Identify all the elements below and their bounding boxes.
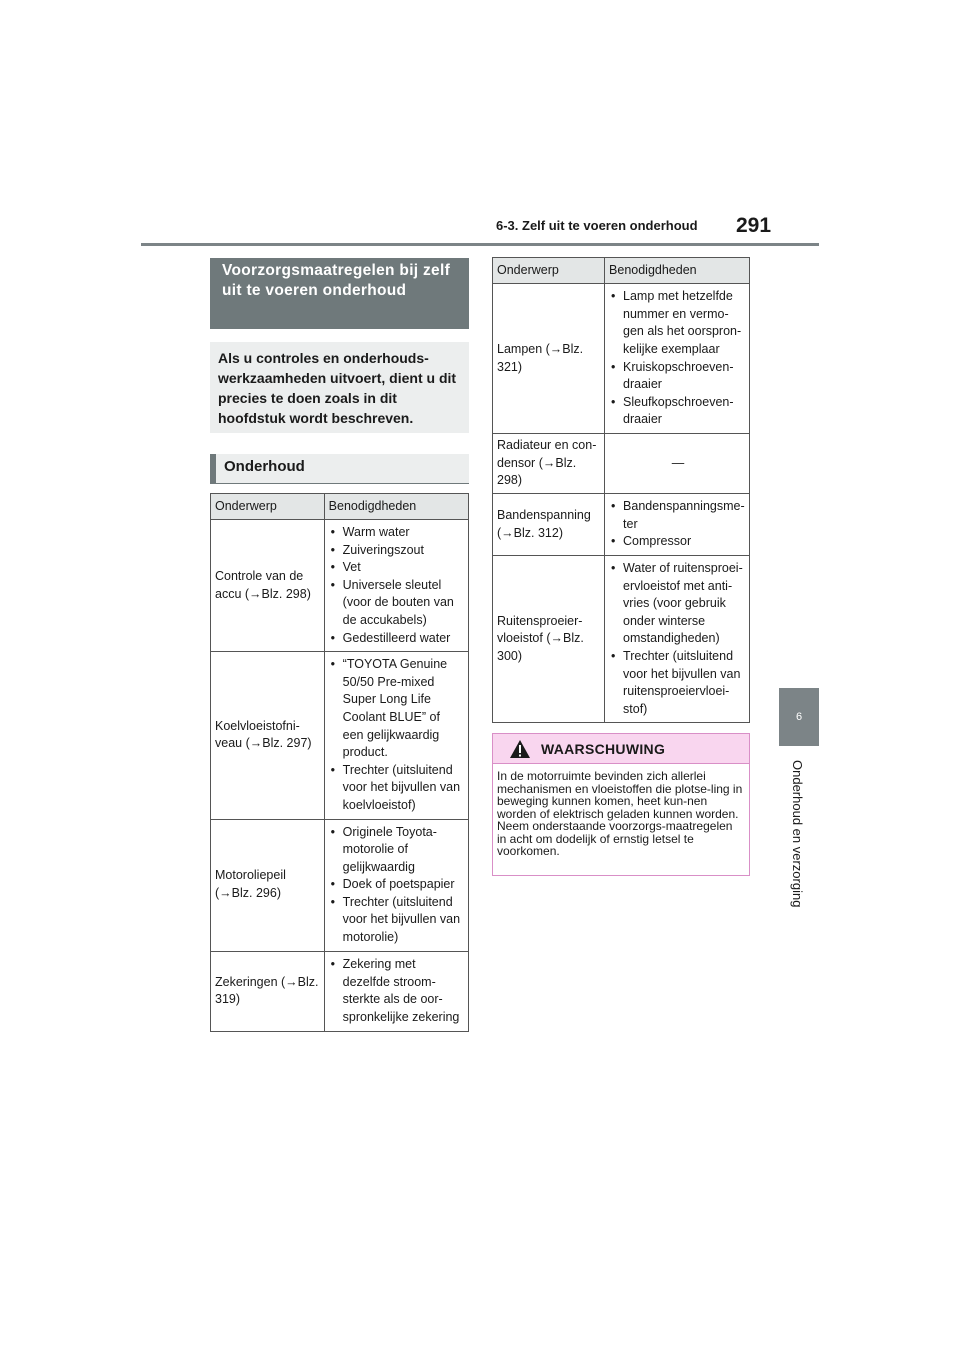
needs-list-item: • Originele Toyota-motorolie of gelijkwaardig: [331, 824, 464, 877]
needs-list: [331, 524, 464, 647]
column-header-needs: Benodigdheden: [605, 258, 750, 284]
needs-list-item: • Warm water: [331, 524, 464, 542]
needs-list-item: • Trechter (uitsluitend voor het bijvullen van koelvloeistof): [331, 762, 464, 815]
table-row: [211, 520, 469, 652]
maintenance-table-left: [210, 493, 469, 1032]
row-item: Ruitensproeier-vloeistof (→Blz. 300): [493, 556, 605, 723]
warning-box: [492, 733, 750, 876]
warning-header: [493, 734, 749, 764]
needs-list-item: • Lamp met hetzelfde nummer en vermo-gen als het oorspron-kelijke exemplaar: [611, 288, 745, 358]
needs-list-item: • Vet: [331, 559, 464, 577]
row-needs: [605, 284, 750, 434]
table-row: [493, 284, 750, 434]
needs-list-item: • Bandenspanningsme-ter: [611, 498, 745, 533]
maintenance-table-right: [492, 257, 750, 723]
subheading-rule: [210, 483, 469, 484]
needs-list: [611, 498, 745, 551]
needs-list: [611, 560, 745, 718]
needs-list-item: • Compressor: [611, 533, 745, 551]
row-needs: [324, 819, 468, 951]
row-item: Koelvloeistofni-veau (→Blz. 297): [211, 652, 325, 819]
table-header-row: [211, 494, 469, 520]
row-item: Zekeringen (→Blz. 319): [211, 951, 325, 1031]
section-header: 6-3. Zelf uit te voeren onderhoud: [496, 218, 698, 233]
row-needs: [324, 652, 468, 819]
row-item: Motoroliepeil (→Blz. 296): [211, 819, 325, 951]
table-row: [493, 556, 750, 723]
needs-list-item: • “TOYOTA Genuine 50/50 Pre-mixed Super Long Life Coolant BLUE” of een gelijkwaardig product.: [331, 656, 464, 762]
needs-list: [611, 288, 745, 429]
needs-list: [331, 656, 464, 814]
page-number: 291: [736, 214, 772, 237]
table-row: [211, 819, 469, 951]
row-needs: [605, 556, 750, 723]
needs-list: [331, 956, 464, 1026]
row-item: Radiateur en con-densor (→Blz. 298): [493, 434, 605, 494]
header-rule: [141, 243, 819, 246]
row-needs: [605, 494, 750, 556]
column-header-needs: Benodigdheden: [324, 494, 468, 520]
table-row: [211, 652, 469, 819]
row-needs: [324, 520, 468, 652]
section-title: Voorzorgsmaatregelen bij zelf uit te voeren onderhoud: [210, 258, 469, 329]
row-item: Bandenspanning (→Blz. 312): [493, 494, 605, 556]
needs-list-item: • Zekering met dezelfde stroom-sterkte als de oor-spronkelijke zekering: [331, 956, 464, 1026]
warning-title: WAARSCHUWING: [541, 741, 666, 757]
needs-list-item: • Gedestilleerd water: [331, 630, 464, 648]
subheading: Onderhoud: [210, 454, 469, 483]
needs-list-item: • Sleufkopschroeven-draaier: [611, 394, 745, 429]
column-header-item: Onderwerp: [493, 258, 605, 284]
needs-list-item: • Zuiveringszout: [331, 542, 464, 560]
row-needs: [324, 951, 468, 1031]
table-row: [211, 951, 469, 1031]
table-header-row: [493, 258, 750, 284]
needs-list-item: • Universele sleutel (voor de bouten van de accukabels): [331, 577, 464, 630]
row-item: Controle van de accu (→Blz. 298): [211, 520, 325, 652]
table-row: [493, 434, 750, 494]
needs-list: [331, 824, 464, 947]
needs-list-item: • Trechter (uitsluitend voor het bijvullen van ruitensproeiervloei-stof): [611, 648, 745, 718]
needs-list-item: • Trechter (uitsluitend voor het bijvullen van motorolie): [331, 894, 464, 947]
row-item: Lampen (→Blz. 321): [493, 284, 605, 434]
needs-list-item: • Kruiskopschroeven-draaier: [611, 359, 745, 394]
chapter-label: Onderhoud en verzorging: [790, 760, 805, 908]
warning-triangle-icon: [509, 739, 531, 759]
section-intro: Als u controles en onderhouds-werkzaamheden uitvoert, dient u dit precies te doen zoals in dit hoofdstuk wordt beschreven.: [210, 342, 469, 433]
table-row: [493, 494, 750, 556]
chapter-tab: 6: [779, 688, 819, 746]
row-needs: —: [605, 434, 750, 494]
warning-text: In de motorruimte bevinden zich allerlei mechanismen en vloeistoffen die plotse-ling in beweging kunnen komen, heet kun-nen worden of elektrisch geladen kunnen worden. Neem onderstaande voorzorgs-maatregelen in acht om dodelijk of ernstig letsel te voorkomen.: [497, 769, 743, 858]
needs-list-item: • Water of ruitensproei-ervloeistof met anti-vries (voor gebruik onder winterse omstandigheden): [611, 560, 745, 648]
needs-list-item: • Doek of poetspapier: [331, 876, 464, 894]
column-header-item: Onderwerp: [211, 494, 325, 520]
